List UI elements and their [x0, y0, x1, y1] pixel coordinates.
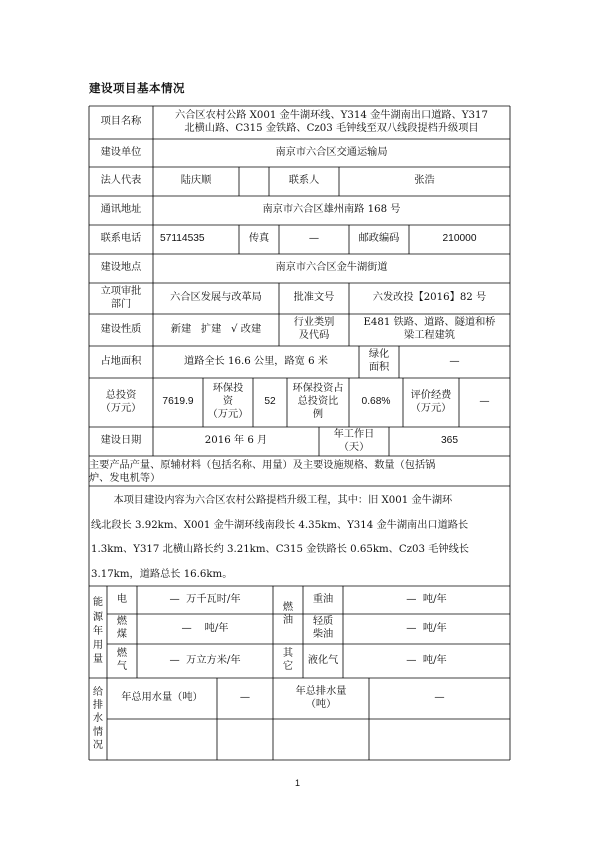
green-label-line2: 面积	[368, 362, 390, 373]
lpg-label: 液化气	[307, 654, 339, 666]
green-label-line1: 绿化	[368, 349, 390, 361]
products-desc-line: 线北段长 3.92km、X001 金牛湖环线南段长 4.35km、Y314 金牛湖南出口道路长	[91, 519, 469, 531]
workdays-label-line2: （天）	[338, 441, 370, 453]
electricity-value: — 万千瓦时/年	[169, 593, 241, 605]
industry-label	[279, 314, 349, 346]
investment-total: 7619.9	[162, 396, 194, 408]
investment-label-line2: （万元）	[100, 402, 142, 414]
ratio-label-line2: 总投资比	[297, 396, 339, 408]
industry-label-line1: 行业类别	[293, 317, 335, 329]
energy-label-char: 年	[92, 625, 104, 637]
heavy-oil-label: 重油	[312, 593, 334, 605]
area-value: 道路全长 16.6 公里，路宽 6 米	[184, 355, 328, 367]
green-area-value: —	[449, 355, 460, 367]
env-label-line3: （万元）	[207, 408, 249, 420]
approval-label	[89, 283, 153, 314]
products-heading	[89, 459, 510, 486]
workdays-label-line1: 年工作日	[333, 428, 375, 440]
workdays-value: 365	[441, 435, 458, 447]
heavy-oil-value: — 吨/年	[406, 593, 447, 605]
project-name-value	[153, 106, 510, 139]
approval-dept: 六合区发展与改革局	[170, 292, 262, 304]
contact-value: 张浩	[414, 175, 435, 187]
water-label-char: 给	[92, 686, 104, 698]
project-name-line2: 北横山路、C315 金铁路、Cz03 毛钟线至双八线段提档升级项目	[184, 122, 479, 134]
schedule-label: 建设日期	[100, 435, 142, 447]
ratio-label-line3: 例	[312, 408, 324, 420]
lpg-value: — 吨/年	[406, 654, 447, 666]
coal-value: — 吨/年	[181, 622, 229, 634]
light-oil-value: — 吨/年	[406, 622, 447, 634]
industry-value-line1: E481 铁路、道路、隧道和桥	[363, 317, 496, 329]
address-label: 通讯地址	[100, 204, 142, 216]
env-investment-value: 52	[264, 396, 276, 408]
discharge-label-line2: （吨）	[305, 698, 337, 710]
builder-label: 建设单位	[100, 146, 142, 158]
energy-label-char: 用	[92, 640, 104, 652]
green-area-label	[359, 346, 399, 378]
assess-label-line1: 评价经费	[410, 389, 452, 401]
address-value: 南京市六合区雄州南路 168 号	[262, 204, 401, 216]
energy-section-label	[89, 586, 107, 678]
products-desc-line: 本项目建设内容为六合区农村公路提档升级工程，其中：旧 X001 金牛湖环	[113, 495, 453, 506]
legal-rep-label: 法人代表	[100, 175, 142, 187]
other-label-line2: 它	[282, 661, 294, 672]
approval-doc-label: 批准文号	[293, 292, 335, 304]
page-title: 建设项目基本情况	[89, 81, 185, 95]
light-oil-label-line2: 柴油	[312, 629, 334, 640]
builder-value: 南京市六合区交通运输局	[275, 146, 388, 158]
ratio-label-line1: 环保投资占	[292, 383, 344, 395]
discharge-label-line1: 年总排水量	[295, 685, 347, 697]
energy-label-char: 能	[92, 597, 104, 609]
coal-label-line1: 燃	[116, 616, 128, 628]
location-value: 南京市六合区金牛湖街道	[275, 262, 388, 274]
water-section-label	[89, 678, 107, 760]
gas-value: — 万立方米/年	[169, 654, 241, 666]
assessment-fee-value: —	[479, 396, 490, 408]
area-label: 占地面积	[100, 355, 142, 367]
env-label-line1: 环保投	[212, 383, 244, 395]
assess-label-line2: （万元）	[410, 402, 452, 414]
gas-label-line1: 燃	[116, 648, 128, 660]
water-discharge-label	[273, 678, 369, 719]
products-heading-line1: 主要产品产量、原辅材料（包括名称、用量）及主要设施规格、数量（包括锅	[89, 460, 436, 471]
assessment-fee-label	[403, 378, 459, 427]
schedule-value: 2016 年 6 月	[204, 435, 268, 447]
fuel-oil-label-line1: 燃	[282, 602, 294, 614]
products-heading-line2: 炉、发电机等）	[89, 473, 161, 485]
investment-label	[89, 378, 153, 427]
env-investment-label	[203, 378, 253, 427]
products-description	[91, 489, 509, 587]
water-label-char: 况	[92, 739, 104, 751]
coal-label	[107, 614, 137, 644]
project-name-line1: 六合区农村公路 X001 金牛湖环线、Y314 金牛湖南出口道路、Y317	[175, 109, 488, 121]
approval-label-line2: 部门	[110, 298, 132, 310]
nature-value: 新建 扩建 √ 改建	[170, 323, 262, 335]
location-label: 建设地点	[100, 262, 142, 274]
coal-label-line2: 煤	[116, 629, 128, 640]
energy-label-char: 源	[92, 611, 104, 623]
env-ratio-value: 0.68%	[361, 396, 391, 408]
products-desc-line: 3.17km，道路总长 16.6km。	[91, 568, 233, 580]
water-label-char: 排	[92, 700, 104, 712]
electricity-label: 电	[116, 593, 128, 605]
water-discharge-value: —	[434, 692, 445, 704]
industry-label-line2: 及代码	[298, 330, 330, 341]
legal-rep-value: 陆庆顺	[180, 175, 212, 187]
fax-value: —	[308, 233, 320, 245]
other-label-line1: 其	[282, 648, 294, 660]
energy-label-char: 量	[92, 654, 104, 666]
investment-label-line1: 总投资	[105, 389, 137, 401]
industry-value	[349, 314, 510, 346]
phone-value: 57114535	[160, 233, 205, 245]
water-usage-value: —	[239, 692, 251, 704]
water-label-char: 水	[92, 713, 104, 725]
approval-label-line1: 立项审批	[100, 285, 142, 297]
water-label-char: 情	[92, 726, 104, 738]
contact-label: 联系人	[288, 175, 320, 187]
fuel-oil-label-line2: 油	[282, 615, 294, 626]
env-ratio-label	[287, 378, 349, 427]
products-desc-line: 1.3km、Y317 北横山路长约 3.21km、C315 金铁路长 0.65km、Cz03 毛钟线长	[91, 544, 469, 555]
fax-label: 传真	[248, 233, 270, 245]
postcode-label: 邮政编码	[358, 233, 400, 245]
phone-label: 联系电话	[100, 233, 142, 245]
approval-doc-value: 六发改投【2016】82 号	[372, 292, 487, 304]
nature-label: 建设性质	[100, 323, 142, 335]
project-name-label: 项目名称	[100, 116, 142, 128]
fuel-oil-label	[273, 586, 303, 644]
workdays-label	[319, 427, 389, 456]
water-usage-label: 年总用水量（吨）	[121, 692, 203, 704]
env-label-line2: 资	[222, 396, 234, 408]
page-number: 1	[294, 778, 300, 788]
gas-label	[107, 644, 137, 678]
light-oil-label-line1: 轻质	[312, 616, 334, 628]
gas-label-line2: 气	[116, 661, 128, 672]
industry-value-line2: 梁工程建筑	[404, 330, 455, 341]
light-oil-label	[303, 614, 343, 644]
postcode-value: 210000	[442, 233, 477, 245]
other-label	[273, 644, 303, 678]
